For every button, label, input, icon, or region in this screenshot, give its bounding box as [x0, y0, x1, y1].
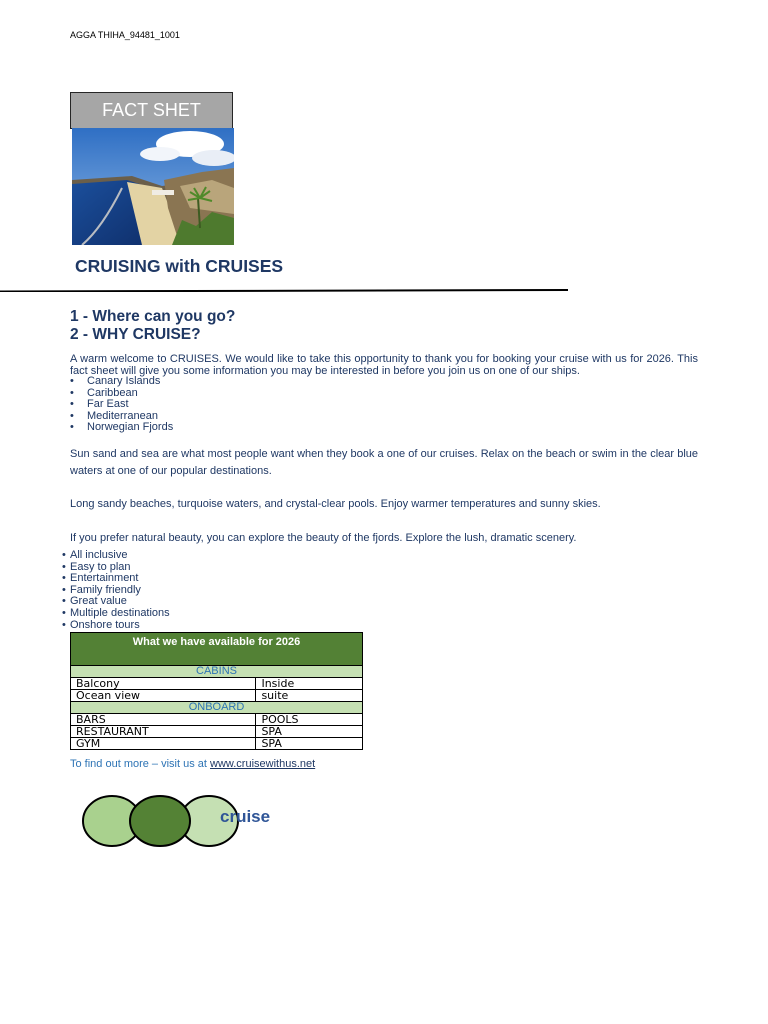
list-item: • Family friendly: [62, 585, 170, 597]
list-item: • All inclusive: [62, 550, 170, 562]
list-item: • Onshore tours: [62, 620, 170, 632]
table-row: [71, 678, 363, 690]
table-row: [71, 738, 363, 750]
intro-paragraph: A warm welcome to CRUISES. We would like to take this opportunity to thank you for booking your cruise with us for 2026. This fact sheet will give you some information you may be interested in before you join us on one of our ships.: [70, 353, 698, 377]
sun-sand-paragraph: Sun sand and sea are what most people want when they book a one of our cruises. Relax on the beach or swim in the clear blue waters at one of our popular destinations.: [70, 448, 698, 477]
table-cell: Inside: [256, 678, 363, 690]
table-cell: SPA: [256, 738, 363, 750]
find-out-more-text: To find out more – visit us at: [70, 758, 211, 770]
fact-sheet-label-box: FACT SHET: [70, 92, 233, 129]
website-link[interactable]: www.cruisewithus.net: [210, 758, 316, 770]
list-item: • Canary Islands: [70, 376, 173, 388]
list-item: • Great value: [62, 596, 170, 608]
list-item: • Norwegian Fjords: [70, 422, 173, 434]
table-cell: SPA: [256, 726, 363, 738]
list-item: • Easy to plan: [62, 562, 170, 574]
table-section-cabins: CABINS: [71, 666, 363, 678]
fjords-paragraph: If you prefer natural beauty, you can explore the beauty of the fjords. Explore the lush, dramatic scenery.: [70, 532, 577, 544]
heading-where-can-you-go: 1 - Where can you go?: [70, 308, 236, 325]
table-cell: BARS: [71, 714, 256, 726]
list-item: • Mediterranean: [70, 411, 173, 423]
title-divider: [0, 289, 568, 292]
table-row: [71, 690, 363, 702]
beaches-paragraph: Long sandy beaches, turquoise waters, and crystal-clear pools. Enjoy warmer temperatures and sunny skies.: [70, 498, 601, 510]
find-out-more-line: [70, 758, 315, 770]
table-row: [71, 714, 363, 726]
list-item: • Caribbean: [70, 388, 173, 400]
destinations-list: [70, 376, 173, 434]
heading-why-cruise: 2 - WHY CRUISE?: [70, 326, 201, 343]
table-cell: POOLS: [256, 714, 363, 726]
why-cruise-list: [62, 550, 170, 631]
availability-table: [70, 632, 363, 750]
table-section-onboard: ONBOARD: [71, 702, 363, 714]
list-item: • Multiple destinations: [62, 608, 170, 620]
table-cell: Ocean view: [71, 690, 256, 702]
beach-coast-photo: [72, 128, 234, 245]
table-row: [71, 726, 363, 738]
document-header-code: AGGA THIHA_94481_1001: [70, 30, 180, 40]
table-cell: RESTAURANT: [71, 726, 256, 738]
main-title: CRUISING with CRUISES: [75, 256, 284, 276]
table-cell: GYM: [71, 738, 256, 750]
list-item: • Far East: [70, 399, 173, 411]
list-item: • Entertainment: [62, 573, 170, 585]
table-cell: Balcony: [71, 678, 256, 690]
table-title: What we have available for 2026: [71, 633, 363, 666]
logo-wordmark: cruise: [220, 807, 271, 826]
table-cell: suite: [256, 690, 363, 702]
